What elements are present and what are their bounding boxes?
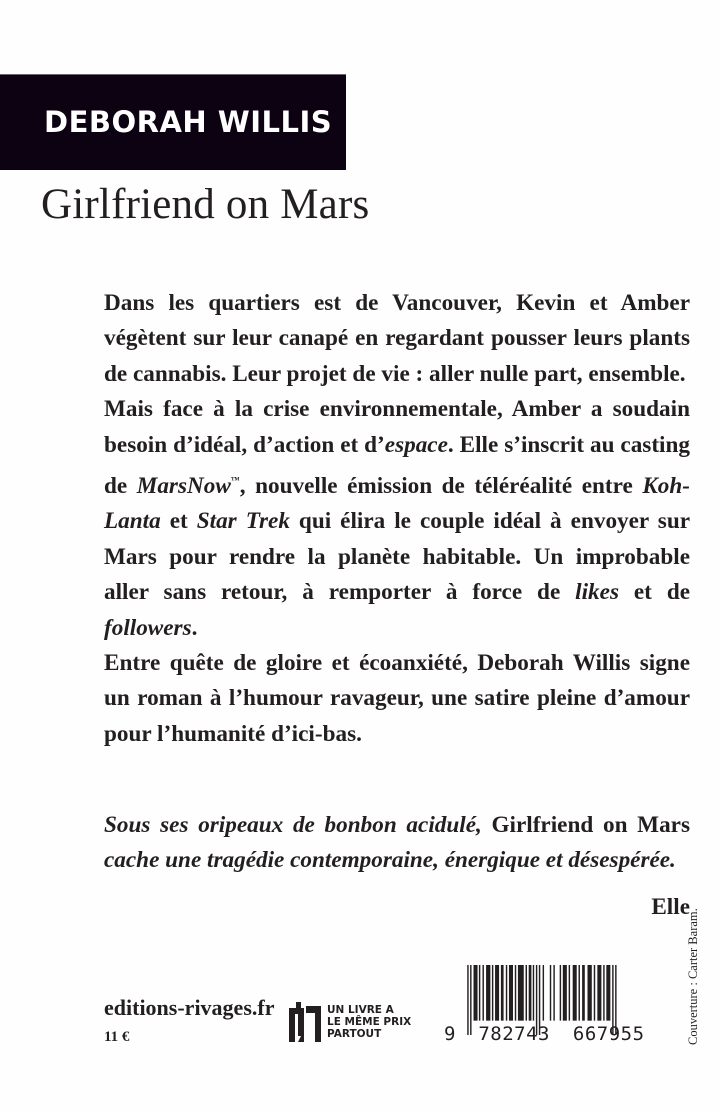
author-name: DEBORAH WILLIS	[44, 105, 333, 139]
blurb-text: Mais face à la crise environnementale, Amber a soudain besoin d’idéal, d’action et d’	[104, 396, 690, 458]
livre-prix-unique-logo-icon	[287, 1000, 323, 1044]
blurb-paragraph-1: Dans les quartiers est de Vancouver, Kevin et Amber végètent sur leur canapé en regardant pousser leurs plants de cannabis. Leur projet de vie : aller nulle part, ensemble.	[104, 290, 690, 387]
price: 11 €	[104, 1029, 130, 1045]
blurb-paragraph-2	[104, 392, 690, 646]
author-band	[0, 74, 346, 170]
blurb-emphasis: likes	[575, 579, 619, 606]
book-title: Girlfriend on Mars	[41, 181, 370, 228]
isbn-barcode	[444, 965, 645, 1047]
isbn-first-digit: 9	[444, 1023, 456, 1045]
isbn-left-group: 782743	[478, 1023, 550, 1045]
quote-title-ref: Girlfriend on Mars	[481, 812, 690, 838]
blurb-emphasis: MarsNow	[136, 473, 231, 500]
quote-italic: Sous ses oripeaux de bonbon acidulé,	[104, 812, 482, 838]
prix-unique-line-1: UN LIVRE A	[327, 1004, 394, 1016]
cover-credit: Couverture : Carter Baram.	[686, 908, 700, 1045]
trademark-symbol: ™	[230, 475, 240, 486]
publisher-url[interactable]: editions-rivages.fr	[104, 995, 275, 1020]
quote-italic: cache une tragédie contemporaine, énergique et désespérée.	[104, 847, 676, 874]
blurb-text: et de	[618, 579, 691, 606]
prix-unique-logo	[287, 1000, 412, 1045]
blurb-text: .	[191, 614, 198, 641]
blurb	[104, 286, 690, 752]
press-quote-text	[104, 808, 690, 879]
blurb-text: . Elle s’inscrit au casting de	[104, 431, 690, 500]
blurb-text: , nouvelle émission de téléréalité entre	[239, 473, 643, 500]
blurb-paragraph-3: Entre quête de gloire et écoanxiété, Deborah Willis signe un roman à l’humour ravageur, une satire pleine d’amour pour l’humanité d’ici-bas.	[104, 650, 690, 747]
prix-unique-line-2: LE MÊME PRIX	[327, 1016, 412, 1028]
press-quote	[104, 808, 690, 879]
isbn-right-group: 667955	[572, 1023, 645, 1045]
blurb-text: qui élira le couple idéal à envoyer sur Mars pour rendre la planète habitable. Un improbable aller sans retour, à remporter à force de	[104, 508, 691, 606]
press-quote-source: Elle	[651, 894, 690, 920]
blurb-emphasis: followers	[104, 614, 192, 641]
isbn-digits	[444, 1023, 645, 1045]
blurb-emphasis: Koh-Lanta	[104, 473, 691, 535]
prix-unique-text	[327, 1004, 411, 1040]
prix-unique-line-3: PARTOUT	[327, 1028, 382, 1040]
blurb-emphasis: espace	[384, 431, 448, 458]
blurb-emphasis: Star Trek	[196, 508, 290, 535]
blurb-text: et	[160, 508, 197, 535]
